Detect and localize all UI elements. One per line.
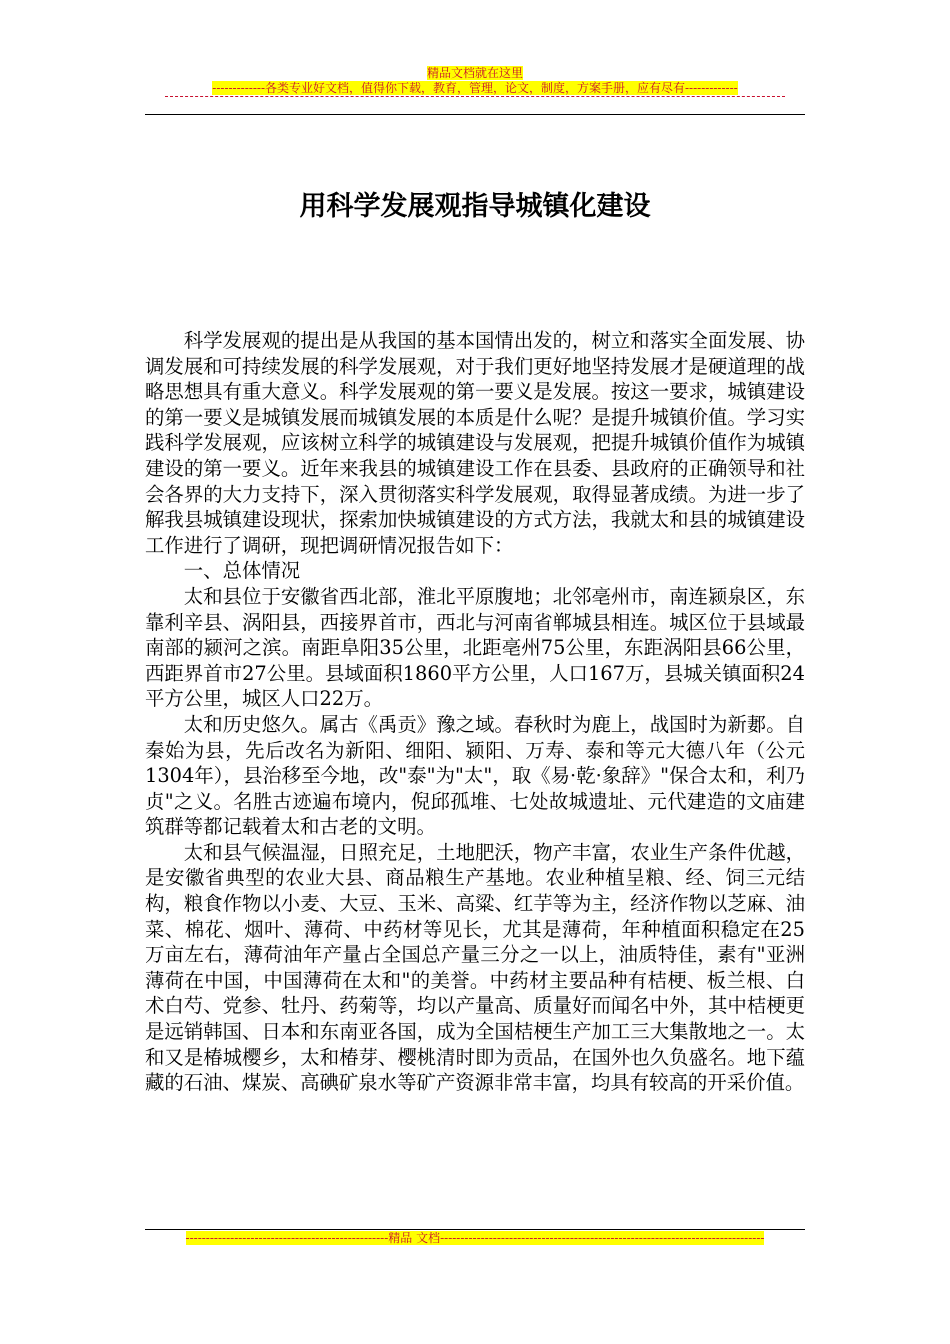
body-paragraph: 太和县气候温湿，日照充足，土地肥沃，物产丰富，农业生产条件优越，是安徽省典型的农业大县、商品粮生产基地。农业种植呈粮、经、饲三元结构，粮食作物以小麦、大豆、玉米、高粱、红芋等为主，经济作物以芝麻、油菜、棉花、烟叶、薄荷、中药材等见长，尤其是薄荷，年种植面积稳定在25万亩左右，薄荷油年产量占全国总产量三分之一以上，油质特佳，素有"亚洲薄荷在中国，中国薄荷在太和"的美誉。中药材主要品种有桔梗、板兰根、白术白芍、党参、牡丹、药菊等，均以产量高、质量好而闻名中外，其中桔梗更是远销韩国、日本和东南亚各国，成为全国桔梗生产加工三大集散地之一。太和又是椿城樱乡，太和椿芽、樱桃清时即为贡品，在国外也久负盛名。地下蕴藏的石油、煤炭、高碘矿泉水等矿产资源非常丰富，均具有较高的开采价值。 (145, 840, 805, 1095)
body-paragraph: 太和历史悠久。属古《禹贡》豫之域。春秋时为鹿上，战国时为新郪。自秦始为县，先后改名为新阳、细阳、颍阳、万寿、泰和等元大德八年（公元1304年），县治移至今地，改"泰"为"太"，取《易·乾·象辞》"保合太和，利乃贞"之义。名胜古迹遍布境内，倪邱孤堆、七处故城遗址、元代建造的文庙建筑群等都记载着太和古老的文明。 (145, 712, 805, 839)
header-banner-tagline-text: -------------各类专业好文档，值得你下载，教育，管理，论文，制度，方案手册，应有尽有------------- (212, 81, 738, 95)
header-banner-tagline (0, 81, 950, 95)
intro-paragraph: 科学发展观的提出是从我国的基本国情出发的，树立和落实全面发展、协调发展和可持续发展的科学发展观，对于我们更好地坚持发展才是硬道理的战略思想具有重大意义。科学发展观的第一要义是发展。按这一要求，城镇建设的第一要义是城镇发展而城镇发展的本质是什么呢？是提升城镇价值。学习实践科学发展观，应该树立科学的城镇建设与发展观，把提升城镇价值作为城镇建设的第一要义。近年来我县的城镇建设工作在县委、县政府的正确领导和社会各界的大力支持下，深入贯彻落实科学发展观，取得显著成绩。为进一步了解我县城镇建设现状，探索加快城镇建设的方式方法，我就太和县的城镇建设工作进行了调研，现把调研情况报告如下： (145, 329, 805, 557)
document-body (145, 328, 805, 1096)
footer-banner (0, 1231, 950, 1245)
header-banner-title (0, 66, 950, 80)
document-title: 用科学发展观指导城镇化建设 (299, 191, 651, 222)
footer-banner-text: --------------------------------------------------精品 文档-------------------------------------------------------------------------------- (185, 1231, 765, 1245)
body-paragraph: 太和县位于安徽省西北部，淮北平原腹地；北邻亳州市，南连颍泉区，东靠利辛县、涡阳县，西接界首市，西北与河南省郸城县相连。城区位于县域最南部的颍河之滨。南距阜阳35公里，北距亳州75公里，东距涡阳县66公里，西距界首市27公里。县域面积1860平方公里，人口167万，县城关镇面积24平方公里，城区人口22万。 (145, 584, 805, 711)
header-dashed-divider (165, 96, 785, 103)
header-rule (145, 114, 805, 115)
footer-rule (145, 1229, 805, 1230)
header-banner-title-text: 精品文档就在这里 (426, 66, 523, 80)
section-heading: 一、总体情况 (183, 559, 301, 583)
